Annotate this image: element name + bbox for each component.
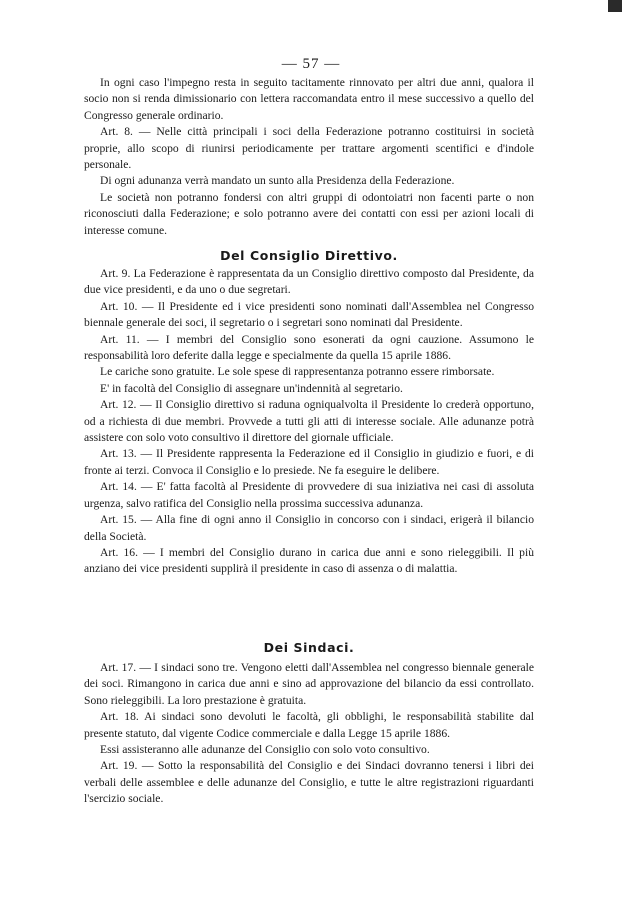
paragraph: Art. 15. — Alla fine di ogni anno il Consiglio in concorso con i sindaci, erigerà il bilancio della Società. xyxy=(84,513,534,543)
paragraph: Le cariche sono gratuite. Le sole spese di rappresentanza potranno essere rimborsate. xyxy=(100,365,495,379)
section-heading-consiglio-direttivo: Del Consiglio Direttivo. xyxy=(220,248,398,263)
paragraph: Di ogni adunanza verrà mandato un sunto alla Presidenza della Federazione. xyxy=(100,174,455,188)
paragraph: Art. 11. — I membri del Consiglio sono esonerati da ogni cauzione. Assumono le responsabilità loro deferite dalla legge e specialmente da quella 15 aprile 1886. xyxy=(84,332,534,363)
paragraph: Essi assisteranno alle adunanze del Consiglio con solo voto consultivo. xyxy=(100,743,430,757)
paragraph: In ogni caso l'impegno resta in seguito tacitamente rinnovato per altri due anni, qualora il socio non si renda dimissionario con lettera raccomandata entro il mese successivo a quello del Congresso generale ordinario. xyxy=(84,76,534,122)
section-heading-sindaci: Dei Sindaci. xyxy=(263,640,355,655)
text-block-consiglio-direttivo xyxy=(84,266,534,578)
paragraph: Le società non potranno fondersi con altri gruppi di odontoiatri non facenti parte o non riconosciuti dalla Federazione; e solo potranno avere dei contatti con essi per azioni locali di interesse comune. xyxy=(84,190,534,237)
paragraph: Art. 10. — Il Presidente ed i vice presidenti sono nominati dall'Assemblea nel Congresso biennale generale dei soci, il segretario o i segretari sono nominati dal Presidente. xyxy=(84,299,534,330)
paragraph: E' in facoltà del Consiglio di assegnare un'indennità al segretario. xyxy=(100,381,403,395)
page-number: — 57 — xyxy=(281,56,341,72)
paragraph: Art. 17. — I sindaci sono tre. Vengono eletti dall'Assemblea nel congresso biennale generale dei soci. Rimangono in carica due anni e sino ad approvazione del bilancio da essi controllato. Sono rieleggibili. La loro prestazione è gratuita. xyxy=(84,661,534,707)
paragraph: Art. 14. — E' fatta facoltà al Presidente di provvedere di sua iniziativa nei casi di assoluta urgenza, salvo ratifica del Consiglio nella prossima successiva adunanza. xyxy=(84,480,534,510)
paragraph: Art. 13. — Il Presidente rappresenta la Federazione ed il Consiglio in giudizio e fuori, e di fronte ai terzi. Convoca il Consiglio e lo presiede. Ne fa eseguire le delibere. xyxy=(84,447,534,477)
paragraph: Art. 8. — Nelle città principali i soci della Federazione potranno costituirsi in società proprie, allo scopo di riunirsi periodicamente per trattare argomenti scentifici e d'indole personale. xyxy=(84,125,534,172)
paragraph: Art. 19. — Sotto la responsabilità del Consiglio e dei Sindaci dovranno tenersi i libri dei verbali delle assemblee e delle adunanze del Consiglio, e tutte le altre registrazioni riguardanti l'sercizio sociale. xyxy=(84,759,534,806)
paragraph: Art. 16. — I membri del Consiglio durano in carica due anni e sono rieleggibili. Il più anziano dei vice presidenti supplirà il presidente in caso di assenza o di malattia. xyxy=(84,545,534,576)
text-block-sindaci xyxy=(84,660,534,808)
text-block-membership xyxy=(84,75,534,239)
paragraph: Art. 12. — Il Consiglio direttivo si raduna ogniqualvolta il Presidente lo crederà opportuno, od a richiesta di due membri. Provvede a tutti gli atti di interesse sociale. Alle adunanze potrà assistere con solo voto consultivo il direttore del giornale ufficiale. xyxy=(84,398,534,445)
paragraph: Art. 9. La Federazione è rappresentata da un Consiglio direttivo composto dal Presidente, da due vice presidenti, e da uno o due segretari. xyxy=(84,267,534,297)
scan-corner-mark xyxy=(608,0,622,12)
paragraph: Art. 18. Ai sindaci sono devoluti le facoltà, gli obblighi, le responsabilità stabilite dal presente statuto, dal vigente Codice commerciale e dalla Legge 15 aprile 1886. xyxy=(84,710,534,740)
